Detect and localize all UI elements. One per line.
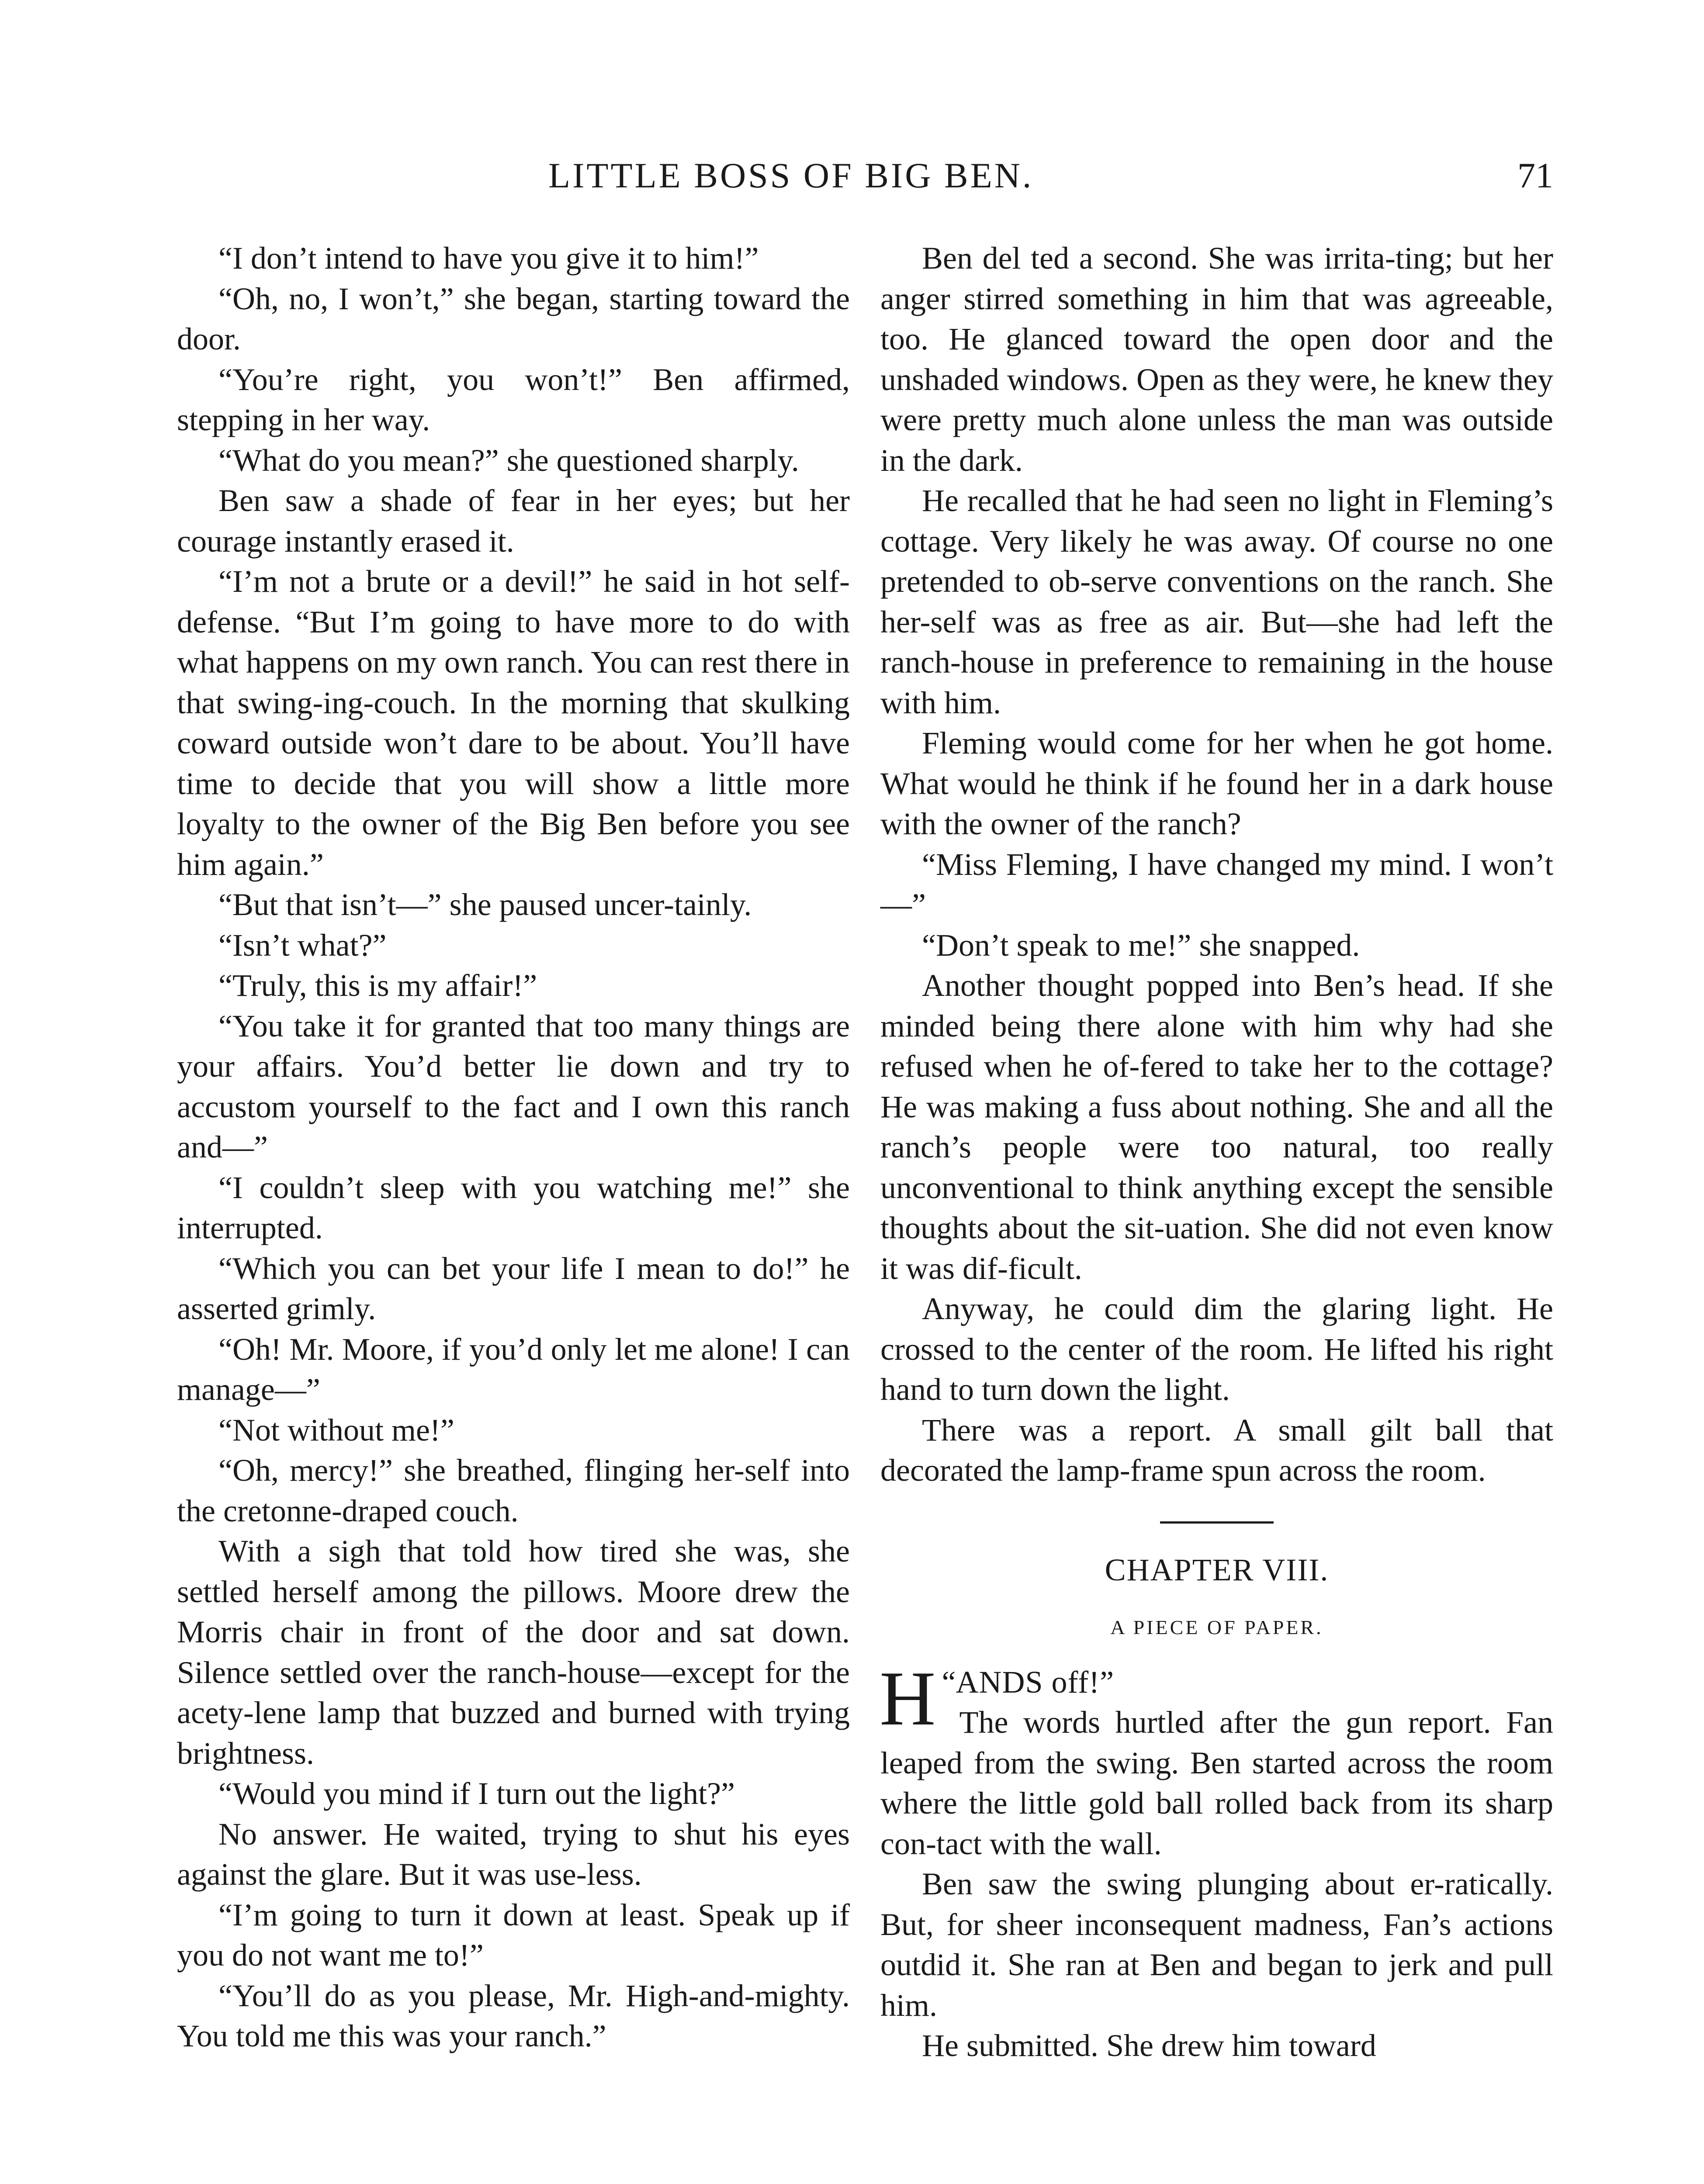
paragraph: “Don’t speak to me!” she snapped. (922, 927, 1360, 963)
paragraph: “But that isn’t—” she paused uncer-tainly. (218, 887, 752, 922)
paragraph: “Would you mind if I turn out the light?” (218, 1776, 735, 1811)
paragraph: He submitted. She drew him toward (922, 2028, 1376, 2063)
paragraph: Another thought popped into Ben’s head. If she minded being there alone with him why had she refused when he of-fered to take her to the cottage? He was making a fuss about nothing. She and all the ranch’s people were too natural, too really unconventional to think anything except the sensible thoughts about the sit-uation. She did not even know it was dif-ficult. (880, 968, 1553, 1286)
paragraph: “Miss Fleming, I have changed my mind. I won’t—” (880, 847, 1553, 922)
paragraph: “What do you mean?” she questioned sharply. (218, 442, 799, 478)
paragraph: “Isn’t what?” (218, 927, 387, 963)
paragraph: “You’re right, you won’t!” Ben affirmed, stepping in her way. (177, 362, 850, 437)
paragraph: “Which you can bet your life I mean to do!” he asserted grimly. (177, 1251, 850, 1326)
paragraph: “Oh! Mr. Moore, if you’d only let me alone! I can manage—” (177, 1331, 850, 1407)
chapter-title: CHAPTER VIII. (1105, 1552, 1329, 1587)
paragraph: “I’m not a brute or a devil!” he said in hot self-defense. “But I’m going to have more to do with what happens on my own ranch. You can rest there in that swing-ing-couch. In the morning that skulking coward outside won’t dare to be about. You’ll have time to decide that you will show a little more loyalty to the owner of the Big Ben before you see him again.” (177, 564, 850, 882)
opening-quote: “ (942, 1664, 956, 1700)
chapter-opening-paragraph (880, 1655, 1553, 1864)
paragraph: “Oh, mercy!” she breathed, flinging her-self into the cretonne-draped couch. (177, 1453, 850, 1528)
paragraph: He recalled that he had seen no light in Fleming’s cottage. Very likely he was away. Of course no one pretended to ob-serve conventions on the ranch. She her-self was as free as air. But—she had left the ranch-house in preference to remaining in the house with him. (880, 483, 1553, 720)
opening-words: ANDS off!” (956, 1664, 1115, 1700)
chapter-subtitle: A PIECE OF PAPER. (1110, 1616, 1323, 1638)
chapter-divider-rule (1160, 1521, 1274, 1524)
paragraph: Anyway, he could dim the glaring light. He crossed to the center of the room. He lifted his right hand to turn down the light. (880, 1291, 1553, 1407)
drop-cap: H (880, 1655, 936, 1742)
opening-paragraph-rest: The words hurtled after the gun report. Fan leaped from the swing. Ben started across the room where the little gold ball rolled back from its sharp con-tact with the wall. (880, 1705, 1553, 1861)
running-title: LITTLE BOSS OF BIG BEN. (548, 156, 1034, 195)
left-column (177, 238, 850, 2056)
paragraph: “Not without me!” (218, 1412, 454, 1448)
paragraph: “I don’t intend to have you give it to him!” (218, 241, 759, 276)
paragraph: “You’ll do as you please, Mr. High-and-mighty. You told me this was your ranch.” (177, 1978, 850, 2053)
paragraph: Fleming would come for her when he got home. What would he think if he found her in a dark house with the owner of the ranch? (880, 726, 1553, 841)
paragraph: “I couldn’t sleep with you watching me!” she interrupted. (177, 1170, 850, 1245)
paragraph: “I’m going to turn it down at least. Speak up if you do not want me to!” (177, 1897, 850, 1973)
right-column (880, 238, 1553, 2066)
paragraph: Ben saw a shade of fear in her eyes; but her courage instantly erased it. (177, 483, 850, 559)
paragraph: There was a report. A small gilt ball that decorated the lamp-frame spun across the room. (880, 1412, 1553, 1488)
paragraph: Ben saw the swing plunging about er-ratically. But, for sheer inconsequent madness, Fan’s actions outdid it. She ran at Ben and began to jerk and pull him. (880, 1866, 1553, 2023)
paragraph: “Truly, this is my affair!” (218, 968, 537, 1003)
paragraph: Ben del ted a second. She was irrita-ting; but her anger stirred something in him that was agreeable, too. He glanced toward the open door and the unshaded windows. Open as they were, he knew they were pretty much alone unless the man was outside in the dark. (880, 241, 1553, 478)
page-header (177, 155, 1553, 203)
page-number: 71 (1517, 156, 1553, 195)
paragraph: With a sigh that told how tired she was, she settled herself among the pillows. Moore drew the Morris chair in front of the door and sat down. Silence settled over the ranch-house—except for the acety-lene lamp that buzzed and burned with trying brightness. (177, 1534, 850, 1771)
paragraph: “You take it for granted that too many things are your affairs. You’d better lie down and try to accustom yourself to the fact and I own this ranch and—” (177, 1008, 850, 1165)
paragraph: No answer. He waited, trying to shut his eyes against the glare. But it was use-less. (177, 1816, 850, 1892)
paragraph: “Oh, no, I won’t,” she began, starting toward the door. (177, 281, 850, 356)
